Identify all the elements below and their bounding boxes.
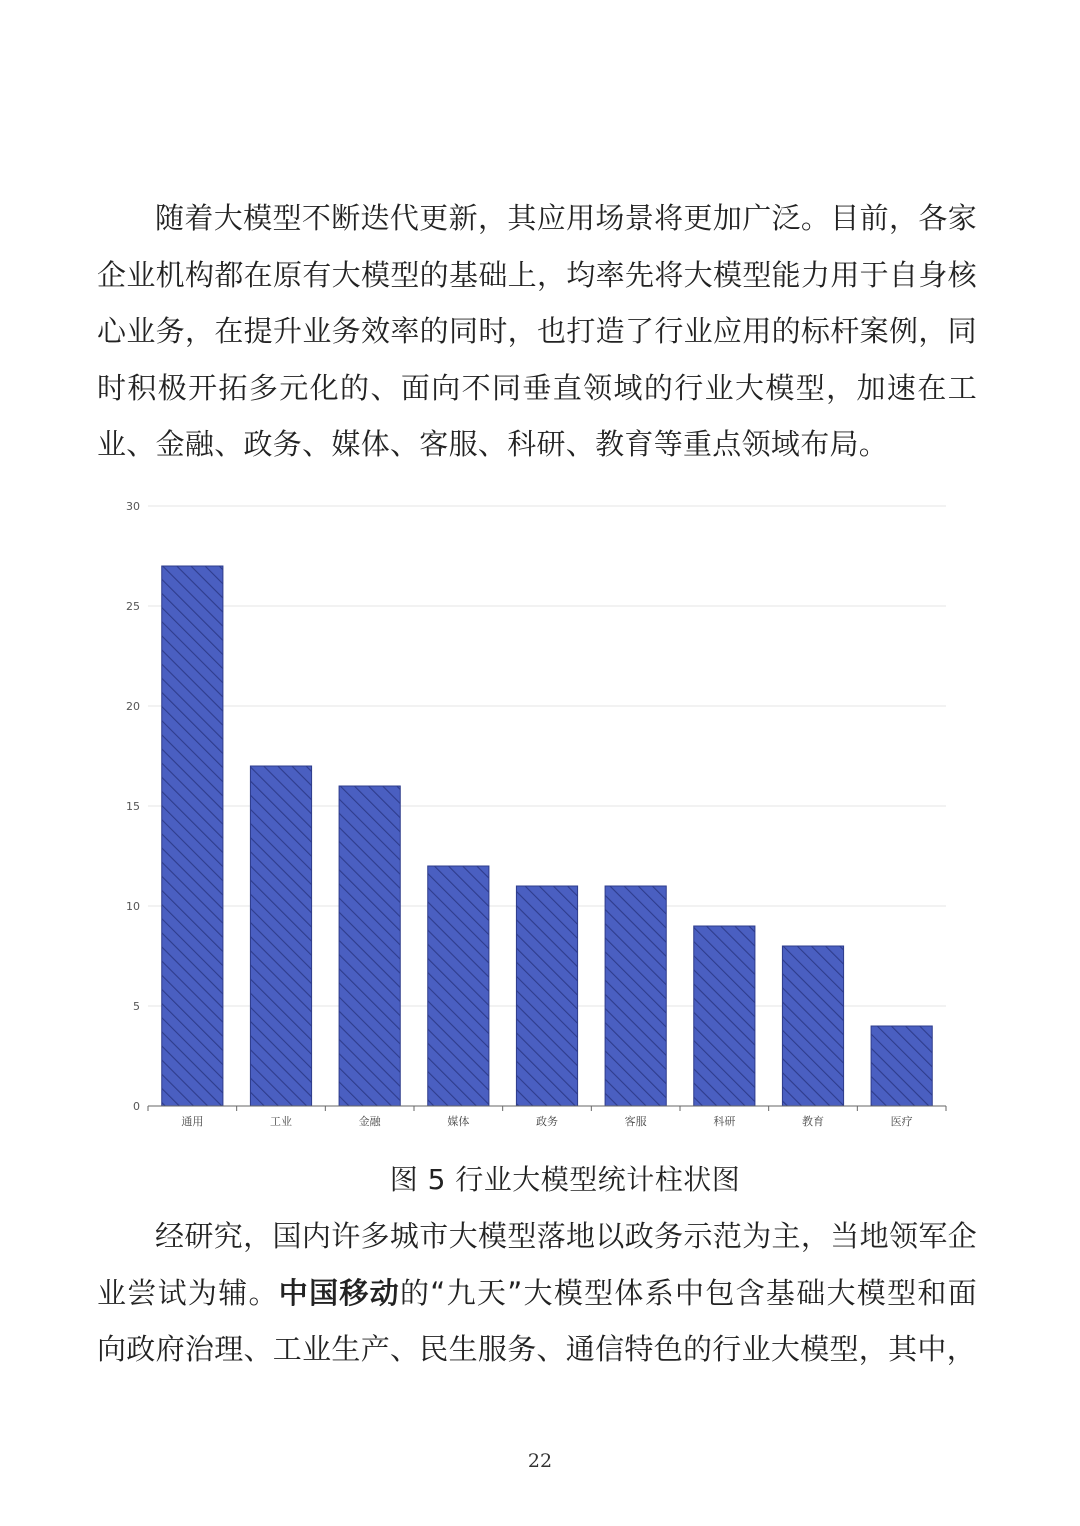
x-tick-label: 科研	[713, 1115, 736, 1128]
y-axis-ticks	[126, 500, 140, 1113]
x-tick-label: 金融	[358, 1115, 381, 1128]
x-tick-label: 工业	[270, 1115, 292, 1128]
x-tick-label: 教育	[802, 1115, 824, 1128]
bar-科研	[694, 926, 755, 1106]
y-tick-label: 25	[126, 600, 140, 613]
x-tick-label: 医疗	[890, 1115, 913, 1128]
bar-工业	[250, 766, 311, 1106]
y-tick-label: 30	[126, 500, 140, 513]
x-tick-label: 媒体	[447, 1115, 470, 1128]
y-tick-label: 5	[133, 1000, 140, 1013]
y-tick-label: 20	[126, 700, 140, 713]
paragraph-1-text: 随着大模型不断迭代更新，其应用场景将更加广泛。目前，各家企业机构都在原有大模型的基础上，均率先将大模型能力用于自身核心业务，在提升业务效率的同时，也打造了行业应用的标杆案例，同时积极开拓多元化的、面向不同垂直领域的行业大模型，加速在工业、金融、政务、媒体、客服、科研、教育等重点领域布局。	[97, 201, 977, 461]
y-tick-label: 15	[126, 800, 140, 813]
bar-医疗	[871, 1026, 932, 1106]
bar-通用	[162, 566, 223, 1106]
paragraph-2-text-b: 的“九天”大模型体系中包含基础大模型和面向政府治理、工业生产、民生服务、通信特色的行业大模型，其中，	[97, 1275, 977, 1366]
bar-教育	[782, 946, 843, 1106]
industry-model-bar-chart	[100, 490, 960, 1140]
body-paragraph-2	[97, 1208, 977, 1378]
y-tick-label: 10	[126, 900, 140, 913]
company-name-bold: 中国移动	[278, 1275, 400, 1310]
x-axis-ticks	[148, 1106, 946, 1128]
x-tick-label: 通用	[181, 1115, 204, 1128]
paragraph-2-text-a: 经研究，国内许多城市大模型落地以政务示范为主，当地领军企业尝试为辅。	[97, 1219, 977, 1310]
y-tick-label: 0	[133, 1100, 140, 1113]
bar-客服	[605, 886, 666, 1106]
bar-金融	[339, 786, 400, 1106]
page-number: 22	[527, 1450, 553, 1472]
bar-媒体	[428, 866, 489, 1106]
chart-bars	[162, 566, 933, 1106]
body-paragraph-1	[97, 190, 977, 473]
x-tick-label: 政务	[536, 1115, 558, 1128]
bar-政务	[516, 886, 577, 1106]
figure-caption: 图 5 行业大模型统计柱状图	[389, 1163, 741, 1196]
x-tick-label: 客服	[624, 1115, 647, 1128]
